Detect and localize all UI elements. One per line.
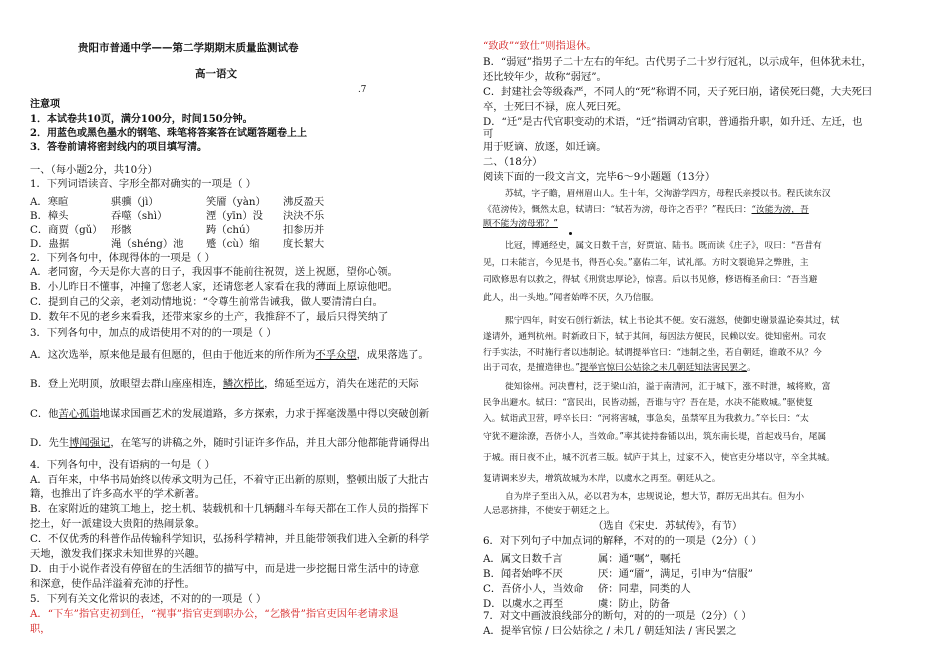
q1-d-3: 蹙（cù）缩 xyxy=(206,238,260,250)
q1-d-1: D．蛊据 xyxy=(30,238,70,250)
q4-option-c-2: 天地，激发我们探求未知世界的兴趣。 xyxy=(30,548,206,560)
q2-option-d: D．数年不见的老乡来看我，还带来家乡的土产，我推辞不了，最后只得笑纳了 xyxy=(30,311,389,323)
reading-prompt: 阅读下面的一段文言文，完毕6～9小题题（13分） xyxy=(483,171,716,183)
question-3: 3．下列各句中，加点的成语使用不对的的一项是（ ） xyxy=(30,327,277,339)
q1-b-3: 湮（yīn）没 xyxy=(206,210,263,222)
question-7: 7．对文中画波浪线部分的断句，对的的一项是（2分）（ ） xyxy=(483,610,752,622)
q6-a-phrase: A．属文日数千言 xyxy=(483,553,563,565)
q3-option-b xyxy=(30,378,419,391)
section-two-heading: 二、（18分） xyxy=(483,156,543,168)
passage-p1-line2 xyxy=(483,204,809,217)
note-1: 1．本试卷共10页，满分100分，时间150分钟。 xyxy=(30,114,253,125)
q3-d-pre: D．先生 xyxy=(30,437,70,449)
passage-p3-end: 。 xyxy=(747,363,756,373)
question-6: 6．对下列句子中加点词的解释，不对的的一项是（2分）（ ） xyxy=(483,535,762,547)
q1-options-table xyxy=(30,193,470,249)
q7-option-a: A．提举官惊 / 曰公姑徐之 / 未几 / 朝廷知法 / 害民罢之 xyxy=(483,625,737,637)
q3-c-post: 地谋求国画艺术的发展道路，多方探索，力求于挥毫泼墨中得以突破创新 xyxy=(99,408,430,420)
q1-b-2: 吞噬（shì） xyxy=(111,210,168,222)
q4-option-d-1: D．由于小说作者没有停留在的生活细节的描写中，而是进一步挖掘日常生活中的诗意 xyxy=(30,563,420,575)
q3-b-post: ，绵延至远方，消失在迷茫的天际 xyxy=(264,378,419,390)
passage-p4-line3: 入。轼诣武卫营，呼卒长曰：“河将害城，事急矣，虽禁军且为我救力。”卒长曰：“太 xyxy=(483,414,809,424)
q3-c-idiom: 苦心孤诣 xyxy=(58,408,100,420)
page-mark: .7 xyxy=(358,85,367,95)
q4-option-b-2: 挖土，好一派建设大贵阳的热闹景象。 xyxy=(30,518,206,530)
q5-option-a-2: 职， xyxy=(30,623,51,635)
q6-d-phrase: D．以虞水之再至 xyxy=(483,598,564,610)
q3-b-idiom: 鳞次栉比 xyxy=(222,378,265,390)
q5-option-d-3: 用于贬谪、放逐，如迁谪。 xyxy=(483,141,607,153)
q3-a-post: ，成果落选了。 xyxy=(356,349,429,361)
q3-b-pre: B．登上光明顶，放眼望去群山座座相连， xyxy=(30,378,223,390)
passage-p4-line6: 复请调来岁夫，增筑故城为木岸，以虞水之再至。朝廷从之。 xyxy=(483,474,721,484)
exam-title: 贵阳市普通中学——第二学期期末质量监测试卷 xyxy=(78,42,299,54)
question-4: 4．下列各句中，没有语病的一句是（ ） xyxy=(30,459,215,471)
passage-p1-line2-text: 《范滂传》，慨然太息，轼请曰：“轼若为滂，母许之否乎？”程氏曰： xyxy=(483,205,752,215)
q1-c-1: C．商贾（gǔ） xyxy=(30,224,103,236)
q3-d-idiom: 博闻强记 xyxy=(69,437,111,449)
q2-option-a: A．老同窗，今天是你大喜的日子，我因事不能前往祝贺，送上祝愿，望你心领。 xyxy=(30,266,398,278)
passage-p4-line2: 民争出避水。轼曰：“富民出，民皆动摇，吾谁与守？吾在是，水决不能败城。”驱使复 xyxy=(483,398,814,408)
q1-d-2: 渑（shéng）池 xyxy=(111,238,184,250)
note-3: 3．答卷前请将密封线内的项目填写清。 xyxy=(30,142,207,153)
q6-b-phrase: B．闻者始哗不厌 xyxy=(483,568,563,580)
q1-d-4: 度长絜大 xyxy=(283,238,325,250)
notes-heading: 注意项 xyxy=(30,99,60,110)
q2-option-b: B．小儿昨日不懂事，冲撞了您老人家，还请您老人家看在我的薄面上原谅他吧。 xyxy=(30,281,398,293)
q5-option-b-1: B．“弱冠”指男子二十左右的年纪。古代男子二十岁行冠礼，以示成年，但体犹未壮， xyxy=(483,56,872,68)
q4-option-b-1: B．在家附近的建筑工地上，挖土机、装载机和十几辆翻斗车每天都在工作人员的指挥下 xyxy=(30,503,429,515)
passage-p2-line4: 此人，出一头地。”闻者始哗不厌，久乃信服。 xyxy=(483,293,660,303)
passage-source: （选自《宋史．苏轼传》，有节） xyxy=(593,520,743,532)
q4-option-a-2: 籍，也推出了许多高水平的学术新著。 xyxy=(30,488,206,500)
q3-option-d xyxy=(30,437,430,450)
question-1: 1．下列词语读音、字形全都对确实的一项是（ ） xyxy=(30,178,257,190)
emphasis-dot xyxy=(569,232,572,235)
passage-p3-line1: 熙宁四年，时安石创行新法，轼上书论其不便。安石滋怒，使御史谢景温论奏其过，轼 xyxy=(505,316,840,326)
q6-a-gloss: 属：通“嘱”，嘱托 xyxy=(598,553,681,565)
q1-a-2: 骐骥（jì） xyxy=(111,196,159,208)
q2-option-c: C．提到自己的父亲，老刘动情地说：“令尊生前常告诫我，做人要清清白白。 xyxy=(30,296,383,308)
q3-a-idiom: 不孚众望 xyxy=(315,349,357,361)
q3-option-c xyxy=(30,408,429,421)
passage-p2-line1: 比冠，博通经史，属文日数千言，好贾谊、陆书。既而读《庄子》，叹曰：“吾昔有 xyxy=(505,241,822,251)
passage-p3-line2: 遂请外，通判杭州。时新政日下，轼于其间，每因法方便民，民赖以安。徙知密州。司农 xyxy=(483,332,827,342)
q5-option-d-1: D．“迁”是古代官职变动的术语，“迁”指调动官职，普通指升职，如升迁、左迁，也 xyxy=(483,116,863,128)
note-2: 2．用蓝色或黑色墨水的钢笔、珠笔将答案答在试题答题卷上上 xyxy=(30,128,307,139)
passage-p2-line2: 见，口未能言，今见是书，得吾心矣。”嘉佑二年，试礼部。方时文裂诡异之弊胜，主 xyxy=(483,258,809,268)
passage-p3-line4 xyxy=(483,362,756,375)
q3-d-post: ，在笔写的讲稿之外，随时引证许多作品，并且大部分他都能背诵得出 xyxy=(110,437,430,449)
q5-option-d-2: 可 xyxy=(483,128,494,140)
question-5: 5．下列有关文化常识的表述，不对的的一项是（ ） xyxy=(30,593,267,605)
question-2: 2．下列各句中，体现得体的一项是（ ） xyxy=(30,252,215,264)
q1-b-4: 決決不乐 xyxy=(283,210,325,222)
passage-p3-line3: 行手实法，不时施行者以违制论。轼谓提举官曰：“违制之坐，若自朝廷，谁敢不从？今 xyxy=(483,348,822,358)
q6-d-gloss: 虞：防止，防备 xyxy=(598,598,671,610)
q1-a-1: A．寒暄 xyxy=(30,196,69,208)
q3-c-pre: C．他 xyxy=(30,408,59,420)
q1-a-4: 沸反盈天 xyxy=(283,196,325,208)
passage-p4-line4: 守犹不避涂潦，吾侪小人，当效命。”率其徒持畚锸以出，筑东南长堤，首起戏马台，尾属 xyxy=(483,432,827,442)
exam-subtitle: 高一语文 xyxy=(195,68,237,80)
passage-p5-line1: 自为岸子至出入从，必以君为本，忠规说论，想大节，群厉无出其右。但为小 xyxy=(505,492,805,502)
q6-c-gloss: 侪：同辈，同类的人 xyxy=(598,583,691,595)
q6-b-gloss: 厌：通“靥”，满足，引申为“信服” xyxy=(598,568,753,580)
passage-p4-line5: 于城。雨日夜不止，城不沉者三版。轼庐于其上，过家不入，使官吏分堵以守，卒全其城。 xyxy=(483,453,835,463)
q4-option-a-1: A．百年来，中华书局始终以传承文明为己任，不着守正出新的原则，整顿出版了大批古 xyxy=(30,474,429,486)
q5-option-c-1: C．封建社会等级森严，不同人的“死”称谓不同，天子死曰崩，诸侯死曰薨，大夫死曰 xyxy=(483,86,873,98)
passage-p1-wavy-2: 顾不能为滂母邪？” xyxy=(483,219,558,229)
passage-p3-line4-text: 出于司农，是擅造律也。” xyxy=(483,363,580,373)
q5-option-a-1: A．“下车”指官吏初到任，“视事”指官吏到职办公，“乞骸骨”指官吏因年老请求退 xyxy=(30,608,399,620)
passage-p4-line1: 徙知徐州。河决曹村，泛于梁山泊，溢于南清河，汇于城下，涨不时泄，城将败，富 xyxy=(505,382,831,392)
passage-p3-wavy: 提举官惊曰公姑徐之未几朝廷知法害民罢之 xyxy=(579,363,748,373)
q5-option-b-2: 还比较年少，故称“弱冠”。 xyxy=(483,71,607,83)
q5-option-c-2: 卒，士死曰不禄，庶人死曰死。 xyxy=(483,101,628,113)
q4-option-c-1: C．不仅优秀的科普作品传输科学知识，弘扬科学精神，并且能带领我们进入全新的科学 xyxy=(30,533,430,545)
q5-continued-red: “致政”“致仕”则指退休。 xyxy=(483,40,597,52)
q3-a-pre: A．这次选举，原来他是最有但愿的，但由于他近来的所作所为 xyxy=(30,349,316,361)
q1-c-2: 形骸 xyxy=(111,224,132,236)
q3-option-a xyxy=(30,349,429,362)
passage-p2-line3: 司欧修思有以救之，得轼《刑赏忠厚论》，惊喜。后以书见修，修语梅圣俞曰：“吾当避 xyxy=(483,275,818,285)
q6-c-phrase: C．吾侪小人，当效命 xyxy=(483,583,584,595)
q1-b-1: B．樟头 xyxy=(30,210,69,222)
q1-c-3: 踌（chú） xyxy=(206,224,256,236)
q6-options-table xyxy=(483,550,938,610)
passage-p1-wavy-1: “汝能为滂，吾 xyxy=(751,205,809,215)
section-one-heading: 一、（每小题2分，共10分） xyxy=(30,164,158,176)
q1-a-3: 笑靥（yàn） xyxy=(206,196,266,208)
passage-p1-line1: 苏轼，字子瞻，眉州眉山人。生十年，父洵游学四方，母程氏亲授以书。程氏读东汉 xyxy=(505,189,831,199)
passage-p5-line2: 人忌恶挤排，不使安于朝廷之上。 xyxy=(483,506,615,516)
q4-option-d-2: 和深意，使作品洋溢着充沛的抒性。 xyxy=(30,578,195,590)
q1-c-4: 扣参历并 xyxy=(283,224,325,236)
